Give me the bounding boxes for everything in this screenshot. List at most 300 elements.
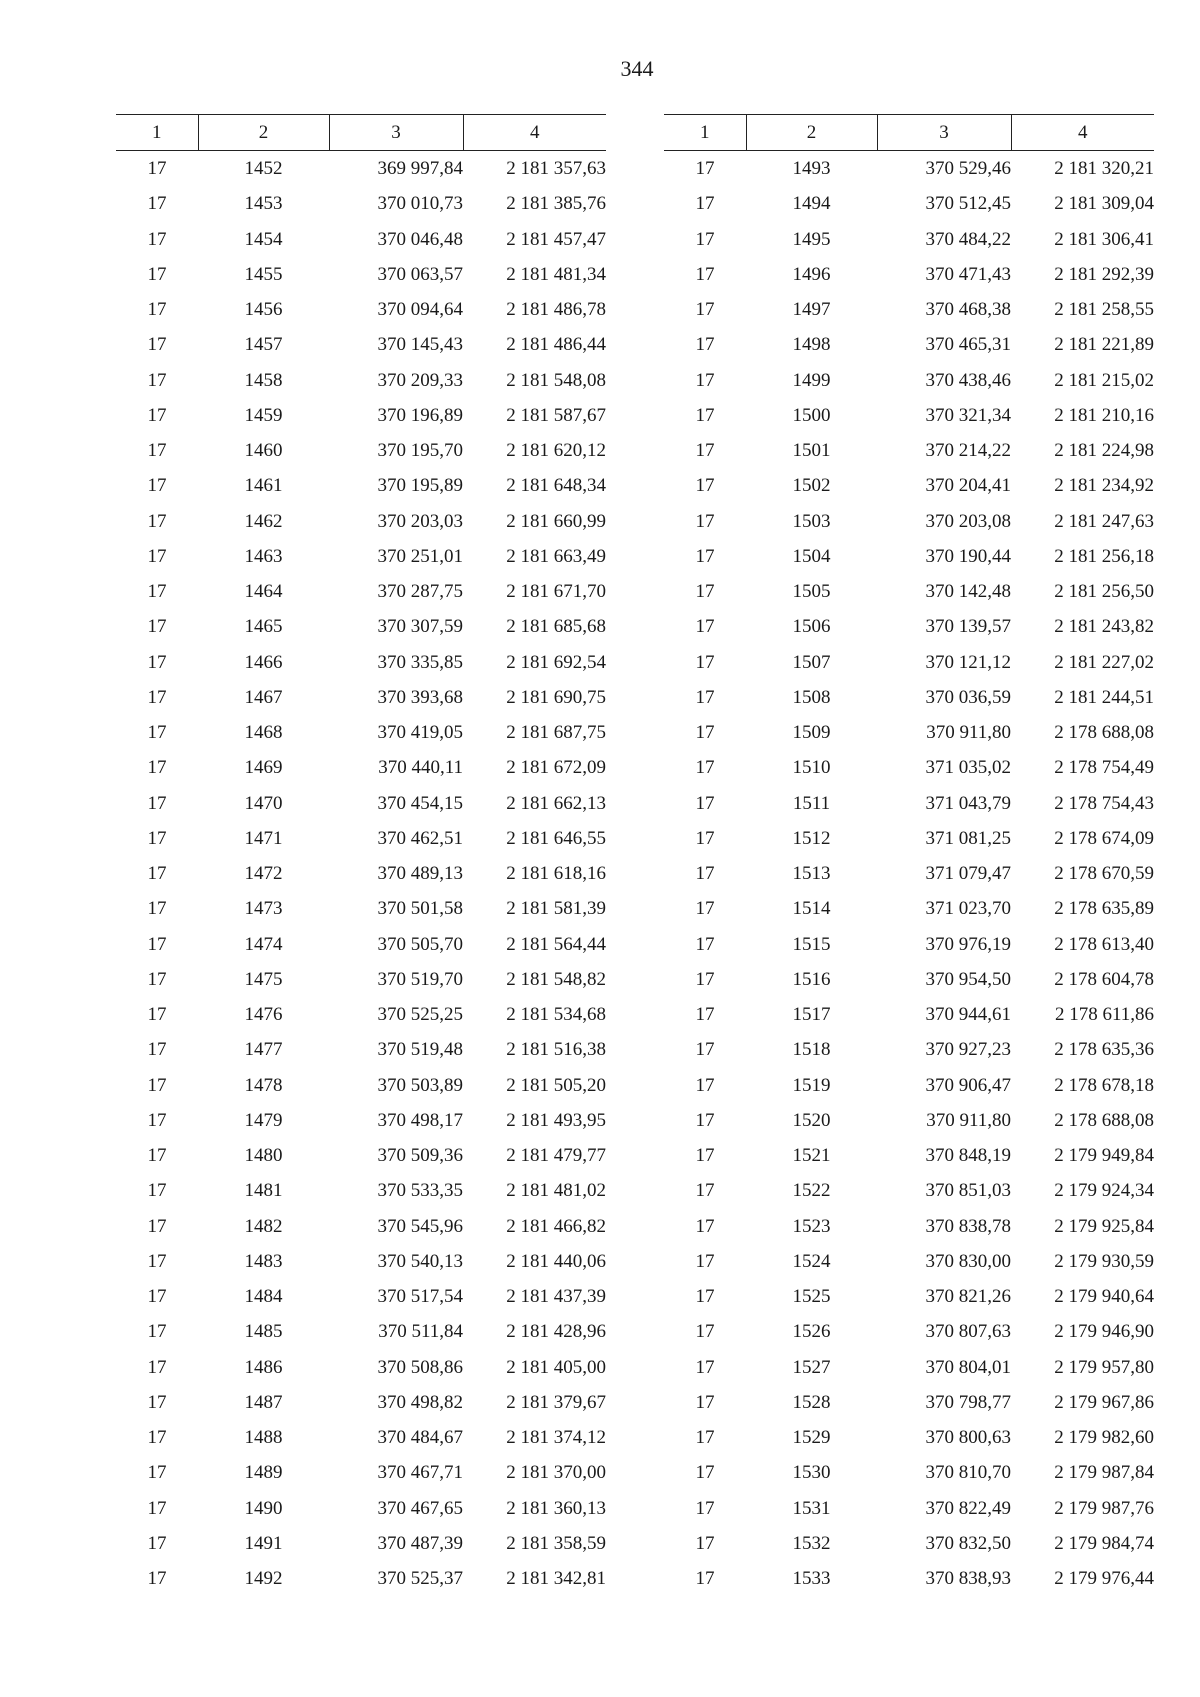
x-coordinate-cell: 370 927,23: [925, 1039, 1011, 1061]
point-number-cell: 1528: [792, 1391, 831, 1413]
zone-cell: 17: [695, 1427, 715, 1449]
point-number-cell: 1529: [792, 1427, 831, 1449]
zone-cell: 17: [695, 581, 715, 603]
y-coordinate-cell: 2 181 221,89: [1054, 334, 1154, 356]
y-coordinate-cell: 2 179 982,60: [1054, 1427, 1154, 1449]
table-row: [116, 1491, 606, 1526]
zone-cell: 17: [695, 1039, 715, 1061]
table-row: [664, 574, 1154, 609]
point-number-cell: 1523: [792, 1215, 831, 1237]
x-coordinate-cell: 370 830,00: [925, 1250, 1011, 1272]
point-number-cell: 1533: [792, 1568, 831, 1590]
table-row: [664, 327, 1154, 362]
table-row: [116, 574, 606, 609]
table-body: [664, 151, 1154, 1597]
point-number-cell: 1478: [244, 1074, 283, 1096]
zone-cell: 17: [147, 1497, 167, 1519]
table-row: [664, 151, 1154, 187]
zone-cell: 17: [147, 299, 167, 321]
table-row: [664, 680, 1154, 715]
point-number-cell: 1482: [244, 1215, 283, 1237]
point-number-cell: 1492: [244, 1568, 283, 1590]
x-coordinate-cell: 370 489,13: [377, 863, 463, 885]
zone-cell: 17: [695, 1145, 715, 1167]
x-coordinate-cell: 370 307,59: [377, 616, 463, 638]
x-coordinate-cell: 370 440,11: [378, 757, 463, 779]
zone-cell: 17: [695, 1391, 715, 1413]
x-coordinate-cell: 370 121,12: [925, 651, 1011, 673]
y-coordinate-cell: 2 181 692,54: [506, 651, 606, 673]
point-number-cell: 1456: [244, 299, 283, 321]
point-number-cell: 1462: [244, 510, 283, 532]
table-row: [116, 433, 606, 468]
table-row: [116, 1385, 606, 1420]
coordinates-table-left: [116, 114, 606, 1596]
table-row: [664, 962, 1154, 997]
x-coordinate-cell: 370 838,78: [925, 1215, 1011, 1237]
x-coordinate-cell: 370 393,68: [377, 686, 463, 708]
y-coordinate-cell: 2 178 604,78: [1054, 968, 1154, 990]
x-coordinate-cell: 370 498,82: [377, 1391, 463, 1413]
point-number-cell: 1532: [792, 1532, 831, 1554]
y-coordinate-cell: 2 181 620,12: [506, 440, 606, 462]
column-header-3: 3: [877, 115, 1011, 151]
zone-cell: 17: [695, 510, 715, 532]
x-coordinate-cell: 370 203,08: [925, 510, 1011, 532]
point-number-cell: 1518: [792, 1039, 831, 1061]
point-number-cell: 1468: [244, 722, 283, 744]
y-coordinate-cell: 2 181 646,55: [506, 827, 606, 849]
y-coordinate-cell: 2 178 678,18: [1054, 1074, 1154, 1096]
y-coordinate-cell: 2 181 660,99: [506, 510, 606, 532]
zone-cell: 17: [695, 1215, 715, 1237]
table-row: [116, 1561, 606, 1596]
x-coordinate-cell: 369 997,84: [377, 158, 463, 180]
x-coordinate-cell: 370 063,57: [377, 263, 463, 285]
x-coordinate-cell: 370 954,50: [925, 968, 1011, 990]
zone-cell: 17: [147, 757, 167, 779]
zone-cell: 17: [695, 158, 715, 180]
y-coordinate-cell: 2 181 618,16: [506, 863, 606, 885]
table-row: [116, 962, 606, 997]
x-coordinate-cell: 370 046,48: [377, 228, 463, 250]
y-coordinate-cell: 2 179 976,44: [1054, 1568, 1154, 1590]
y-coordinate-cell: 2 181 374,12: [506, 1427, 606, 1449]
y-coordinate-cell: 2 181 224,98: [1054, 440, 1154, 462]
zone-cell: 17: [695, 1356, 715, 1378]
table-row: [116, 997, 606, 1032]
point-number-cell: 1498: [792, 334, 831, 356]
zone-cell: 17: [695, 722, 715, 744]
y-coordinate-cell: 2 178 674,09: [1054, 827, 1154, 849]
x-coordinate-cell: 370 484,67: [377, 1427, 463, 1449]
y-coordinate-cell: 2 181 687,75: [506, 722, 606, 744]
zone-cell: 17: [147, 510, 167, 532]
table-row: [116, 856, 606, 891]
zone-cell: 17: [147, 1356, 167, 1378]
table-row: [664, 891, 1154, 926]
y-coordinate-cell: 2 181 405,00: [506, 1356, 606, 1378]
point-number-cell: 1531: [792, 1497, 831, 1519]
x-coordinate-cell: 370 203,03: [377, 510, 463, 532]
table-row: [116, 292, 606, 327]
point-number-cell: 1486: [244, 1356, 283, 1378]
x-coordinate-cell: 370 036,59: [925, 686, 1011, 708]
column-header-3: 3: [329, 115, 463, 151]
table-body: [116, 151, 606, 1597]
y-coordinate-cell: 2 181 516,38: [506, 1039, 606, 1061]
point-number-cell: 1512: [792, 827, 831, 849]
y-coordinate-cell: 2 179 925,84: [1054, 1215, 1154, 1237]
point-number-cell: 1455: [244, 263, 283, 285]
x-coordinate-cell: 370 976,19: [925, 933, 1011, 955]
table-row: [116, 1138, 606, 1173]
table-row: [664, 504, 1154, 539]
point-number-cell: 1519: [792, 1074, 831, 1096]
x-coordinate-cell: 370 944,61: [925, 1004, 1011, 1026]
point-number-cell: 1453: [244, 193, 283, 215]
y-coordinate-cell: 2 181 358,59: [506, 1532, 606, 1554]
zone-cell: 17: [695, 263, 715, 285]
point-number-cell: 1480: [244, 1145, 283, 1167]
y-coordinate-cell: 2 178 613,40: [1054, 933, 1154, 955]
table-row: [116, 1032, 606, 1067]
point-number-cell: 1485: [244, 1321, 283, 1343]
x-coordinate-cell: 371 023,70: [925, 898, 1011, 920]
zone-cell: 17: [147, 1074, 167, 1096]
point-number-cell: 1493: [792, 158, 831, 180]
point-number-cell: 1527: [792, 1356, 831, 1378]
zone-cell: 17: [695, 1286, 715, 1308]
y-coordinate-cell: 2 181 309,04: [1054, 193, 1154, 215]
y-coordinate-cell: 2 179 924,34: [1054, 1180, 1154, 1202]
table-row: [116, 680, 606, 715]
y-coordinate-cell: 2 181 244,51: [1054, 686, 1154, 708]
zone-cell: 17: [147, 792, 167, 814]
x-coordinate-cell: 371 081,25: [925, 827, 1011, 849]
table-row: [116, 927, 606, 962]
point-number-cell: 1476: [244, 1004, 283, 1026]
zone-cell: 17: [147, 440, 167, 462]
table-row: [116, 1350, 606, 1385]
x-coordinate-cell: 370 851,03: [925, 1180, 1011, 1202]
point-number-cell: 1469: [244, 757, 283, 779]
page-number: 344: [620, 56, 654, 81]
point-number-cell: 1483: [244, 1250, 283, 1272]
table-row: [664, 750, 1154, 785]
table-row: [116, 609, 606, 644]
x-coordinate-cell: 370 287,75: [377, 581, 463, 603]
y-coordinate-cell: 2 179 940,64: [1054, 1286, 1154, 1308]
y-coordinate-cell: 2 181 256,50: [1054, 581, 1154, 603]
x-coordinate-cell: 370 832,50: [925, 1532, 1011, 1554]
point-number-cell: 1494: [792, 193, 831, 215]
zone-cell: 17: [695, 334, 715, 356]
y-coordinate-cell: 2 181 548,82: [506, 968, 606, 990]
x-coordinate-cell: 370 195,70: [377, 440, 463, 462]
x-coordinate-cell: 370 804,01: [925, 1356, 1011, 1378]
y-coordinate-cell: 2 181 663,49: [506, 545, 606, 567]
table-row: [664, 821, 1154, 856]
x-coordinate-cell: 370 094,64: [377, 299, 463, 321]
x-coordinate-cell: 370 540,13: [377, 1250, 463, 1272]
zone-cell: 17: [695, 440, 715, 462]
point-number-cell: 1491: [244, 1532, 283, 1554]
y-coordinate-cell: 2 178 754,49: [1054, 757, 1154, 779]
x-coordinate-cell: 370 519,48: [377, 1039, 463, 1061]
x-coordinate-cell: 370 467,65: [377, 1497, 463, 1519]
table-row: [664, 292, 1154, 327]
y-coordinate-cell: 2 179 987,84: [1054, 1462, 1154, 1484]
y-coordinate-cell: 2 181 581,39: [506, 898, 606, 920]
y-coordinate-cell: 2 181 306,41: [1054, 228, 1154, 250]
table-row: [664, 927, 1154, 962]
y-coordinate-cell: 2 181 672,09: [506, 757, 606, 779]
table-row: [116, 504, 606, 539]
point-number-cell: 1497: [792, 299, 831, 321]
y-coordinate-cell: 2 179 957,80: [1054, 1356, 1154, 1378]
x-coordinate-cell: 370 509,36: [377, 1145, 463, 1167]
table-row: [664, 186, 1154, 221]
table-row: [116, 1455, 606, 1490]
y-coordinate-cell: 2 181 690,75: [506, 686, 606, 708]
zone-cell: 17: [695, 545, 715, 567]
x-coordinate-cell: 370 498,17: [377, 1109, 463, 1131]
y-coordinate-cell: 2 179 949,84: [1054, 1145, 1154, 1167]
y-coordinate-cell: 2 181 385,76: [506, 193, 606, 215]
x-coordinate-cell: 370 800,63: [925, 1427, 1011, 1449]
zone-cell: 17: [147, 1427, 167, 1449]
point-number-cell: 1464: [244, 581, 283, 603]
point-number-cell: 1488: [244, 1427, 283, 1449]
point-number-cell: 1465: [244, 616, 283, 638]
y-coordinate-cell: 2 181 466,82: [506, 1215, 606, 1237]
table-row: [664, 1209, 1154, 1244]
point-number-cell: 1511: [792, 792, 831, 814]
x-coordinate-cell: 370 822,49: [925, 1497, 1011, 1519]
zone-cell: 17: [147, 263, 167, 285]
zone-cell: 17: [147, 581, 167, 603]
zone-cell: 17: [147, 1321, 167, 1343]
table-row: [664, 539, 1154, 574]
table-header-row: [664, 115, 1154, 151]
table-row: [664, 609, 1154, 644]
x-coordinate-cell: 370 911,80: [926, 1109, 1011, 1131]
zone-cell: 17: [695, 475, 715, 497]
y-coordinate-cell: 2 181 662,13: [506, 792, 606, 814]
table-row: [116, 715, 606, 750]
y-coordinate-cell: 2 181 479,77: [506, 1145, 606, 1167]
table-row: [664, 1455, 1154, 1490]
x-coordinate-cell: 370 142,48: [925, 581, 1011, 603]
zone-cell: 17: [695, 686, 715, 708]
zone-cell: 17: [695, 1568, 715, 1590]
table-row: [116, 222, 606, 257]
point-number-cell: 1521: [792, 1145, 831, 1167]
point-number-cell: 1506: [792, 616, 831, 638]
zone-cell: 17: [695, 1532, 715, 1554]
y-coordinate-cell: 2 181 493,95: [506, 1109, 606, 1131]
point-number-cell: 1515: [792, 933, 831, 955]
point-number-cell: 1504: [792, 545, 831, 567]
point-number-cell: 1522: [792, 1180, 831, 1202]
y-coordinate-cell: 2 181 247,63: [1054, 510, 1154, 532]
zone-cell: 17: [147, 158, 167, 180]
point-number-cell: 1490: [244, 1497, 283, 1519]
zone-cell: 17: [695, 968, 715, 990]
point-number-cell: 1516: [792, 968, 831, 990]
column-header-1: 1: [152, 121, 162, 143]
zone-cell: 17: [695, 1074, 715, 1096]
x-coordinate-cell: 370 251,01: [377, 545, 463, 567]
point-number-cell: 1481: [244, 1180, 283, 1202]
table-row: [664, 257, 1154, 292]
y-coordinate-cell: 2 181 440,06: [506, 1250, 606, 1272]
y-coordinate-cell: 2 181 370,00: [506, 1462, 606, 1484]
zone-cell: 17: [695, 1462, 715, 1484]
x-coordinate-cell: 370 838,93: [925, 1568, 1011, 1590]
zone-cell: 17: [695, 1004, 715, 1026]
y-coordinate-cell: 2 181 357,63: [506, 158, 606, 180]
point-number-cell: 1514: [792, 898, 831, 920]
column-header-1: 1: [700, 121, 710, 143]
x-coordinate-cell: 370 906,47: [925, 1074, 1011, 1096]
zone-cell: 17: [147, 1145, 167, 1167]
y-coordinate-cell: 2 181 437,39: [506, 1286, 606, 1308]
table-row: [116, 1068, 606, 1103]
x-coordinate-cell: 370 508,86: [377, 1356, 463, 1378]
table-row: [664, 433, 1154, 468]
table-row: [116, 151, 606, 187]
table-row: [664, 1385, 1154, 1420]
zone-cell: 17: [695, 898, 715, 920]
x-coordinate-cell: 370 545,96: [377, 1215, 463, 1237]
table-row: [116, 891, 606, 926]
point-number-cell: 1470: [244, 792, 283, 814]
x-coordinate-cell: 370 190,44: [925, 545, 1011, 567]
point-number-cell: 1457: [244, 334, 283, 356]
table-row: [116, 398, 606, 433]
x-coordinate-cell: 370 501,58: [377, 898, 463, 920]
zone-cell: 17: [147, 898, 167, 920]
table-row: [664, 398, 1154, 433]
point-number-cell: 1500: [792, 404, 831, 426]
y-coordinate-cell: 2 181 227,02: [1054, 651, 1154, 673]
table-row: [116, 1314, 606, 1349]
y-coordinate-cell: 2 178 670,59: [1054, 863, 1154, 885]
table-row: [116, 645, 606, 680]
x-coordinate-cell: 370 195,89: [377, 475, 463, 497]
zone-cell: 17: [147, 827, 167, 849]
y-coordinate-cell: 2 181 210,16: [1054, 404, 1154, 426]
table-row: [116, 257, 606, 292]
zone-cell: 17: [147, 1532, 167, 1554]
zone-cell: 17: [147, 1286, 167, 1308]
table-row: [116, 539, 606, 574]
y-coordinate-cell: 2 178 688,08: [1054, 1109, 1154, 1131]
table-row: [664, 1491, 1154, 1526]
zone-cell: 17: [147, 1250, 167, 1272]
point-number-cell: 1472: [244, 863, 283, 885]
point-number-cell: 1520: [792, 1109, 831, 1131]
point-number-cell: 1508: [792, 686, 831, 708]
table-row: [116, 468, 606, 503]
zone-cell: 17: [147, 193, 167, 215]
x-coordinate-cell: 371 043,79: [925, 792, 1011, 814]
x-coordinate-cell: 370 145,43: [377, 334, 463, 356]
table-row: [664, 1173, 1154, 1208]
x-coordinate-cell: 370 467,71: [377, 1462, 463, 1484]
y-coordinate-cell: 2 181 379,67: [506, 1391, 606, 1413]
x-coordinate-cell: 370 810,70: [925, 1462, 1011, 1484]
y-coordinate-cell: 2 181 486,78: [506, 299, 606, 321]
x-coordinate-cell: 370 519,70: [377, 968, 463, 990]
point-number-cell: 1484: [244, 1286, 283, 1308]
table-row: [664, 1526, 1154, 1561]
point-number-cell: 1505: [792, 581, 831, 603]
x-coordinate-cell: 370 503,89: [377, 1074, 463, 1096]
zone-cell: 17: [147, 651, 167, 673]
y-coordinate-cell: 2 179 946,90: [1054, 1321, 1154, 1343]
y-coordinate-cell: 2 181 534,68: [506, 1004, 606, 1026]
y-coordinate-cell: 2 181 292,39: [1054, 263, 1154, 285]
point-number-cell: 1530: [792, 1462, 831, 1484]
zone-cell: 17: [695, 193, 715, 215]
zone-cell: 17: [147, 404, 167, 426]
zone-cell: 17: [147, 1004, 167, 1026]
y-coordinate-cell: 2 181 587,67: [506, 404, 606, 426]
table-row: [664, 1138, 1154, 1173]
x-coordinate-cell: 370 821,26: [925, 1286, 1011, 1308]
zone-cell: 17: [695, 1250, 715, 1272]
x-coordinate-cell: 370 419,05: [377, 722, 463, 744]
zone-cell: 17: [147, 1391, 167, 1413]
zone-cell: 17: [695, 863, 715, 885]
zone-cell: 17: [695, 299, 715, 321]
point-number-cell: 1479: [244, 1109, 283, 1131]
point-number-cell: 1458: [244, 369, 283, 391]
table-row: [116, 1279, 606, 1314]
zone-cell: 17: [147, 369, 167, 391]
table-row: [116, 786, 606, 821]
x-coordinate-cell: 370 010,73: [377, 193, 463, 215]
x-coordinate-cell: 370 505,70: [377, 933, 463, 955]
column-header-2: 2: [746, 115, 877, 151]
x-coordinate-cell: 370 512,45: [925, 193, 1011, 215]
y-coordinate-cell: 2 178 635,89: [1054, 898, 1154, 920]
table-row: [116, 186, 606, 221]
y-coordinate-cell: 2 181 457,47: [506, 228, 606, 250]
y-coordinate-cell: 2 178 754,43: [1054, 792, 1154, 814]
table-row: [664, 1032, 1154, 1067]
zone-cell: 17: [147, 616, 167, 638]
table-row: [116, 1420, 606, 1455]
zone-cell: 17: [147, 228, 167, 250]
point-number-cell: 1502: [792, 475, 831, 497]
zone-cell: 17: [695, 827, 715, 849]
zone-cell: 17: [147, 1215, 167, 1237]
point-number-cell: 1509: [792, 722, 831, 744]
y-coordinate-cell: 2 181 648,34: [506, 475, 606, 497]
column-header-4: 4: [463, 115, 606, 151]
x-coordinate-cell: 370 465,31: [925, 334, 1011, 356]
x-coordinate-cell: 370 471,43: [925, 263, 1011, 285]
x-coordinate-cell: 370 511,84: [378, 1321, 463, 1343]
point-number-cell: 1487: [244, 1391, 283, 1413]
zone-cell: 17: [147, 686, 167, 708]
x-coordinate-cell: 370 533,35: [377, 1180, 463, 1202]
x-coordinate-cell: 370 468,38: [925, 299, 1011, 321]
